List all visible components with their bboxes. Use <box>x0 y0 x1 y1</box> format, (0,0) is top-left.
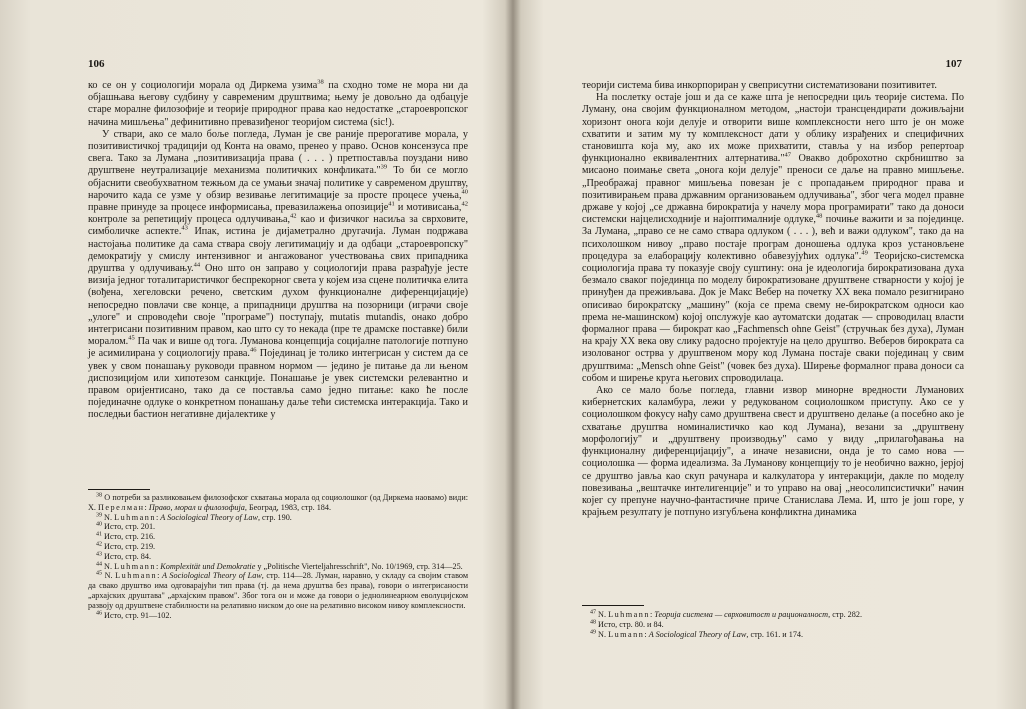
body-text <box>88 80 468 422</box>
footnote-ref: 44 <box>193 261 201 269</box>
footnote <box>88 513 468 523</box>
text-run: као и физичког насиља за сврховите, симболичке аспекте. <box>88 214 468 238</box>
footnote-number: 43 <box>96 551 102 558</box>
left-page <box>0 0 512 709</box>
paragraph <box>582 92 964 385</box>
text-run: : <box>649 610 655 619</box>
text-run: , стр. 190. <box>257 512 292 522</box>
footnote-ref: 43 <box>181 225 188 233</box>
text-run: Исто, стр. 84. <box>104 551 151 561</box>
text-run: Теоријско-системска социологија права ту показује своју суштину: она је идеологија бирократизована духа безмало сваког појединца по моделу бирократизоване друштвене стварности у којој је принуђен да преживљава. Док је Макс Вебер на почетку XX века помало резигнирано описивао бирократску „машину" (која се према свему не-бирократском односи као према не-машинском) којој опслужује као аутоматски додатак — спроводилац власти формалног права — бирократ као „Fachmensch ohne Geist" (стручњак без духа), Луман на крају XX века ову слику радосно пројектује на цело друштво. Веберов бирократа са изолованог острва у друштвеном мору код Лумана постаје сваки појединац у свим друштвима: „Mensch ohne Geist" (човек без духа). Ширење формалног права доноси са собом и ширење круга његових спроводилаца. <box>582 250 964 384</box>
text-run: Исто, стр. 219. <box>104 541 156 551</box>
footnote-ref: 49 <box>861 249 868 257</box>
footnote <box>582 630 964 640</box>
footnote-ref: 42 <box>461 200 468 208</box>
text-run: Исто, стр. 80. и 84. <box>598 619 664 629</box>
footnotes <box>582 610 964 639</box>
text-run: и мотивисања, <box>394 202 462 214</box>
page-number: 106 <box>88 58 105 70</box>
text-run: па сходно томе не мора ни да објашњава његову судбину у савременим друштвима; њему је довољно да одбацује старе моралне филозофије и теорије природног права као недостатке „староевропског начина мишљења" дефинитивно превазиђеног теоријом система (sic!). <box>88 80 468 128</box>
paragraph <box>88 129 468 422</box>
author-name: Luhmann <box>114 561 156 571</box>
footnote-number: 45 <box>96 570 102 577</box>
text-run: , стр. 282. <box>828 610 863 619</box>
text-run: Исто, стр. 216. <box>104 532 156 542</box>
text-run: На послетку остаје још и да се каже шта је непосредни циљ теорије система. По Луману, она својим функционалном методом, „настоји трансцендирати доживљајни хоризонт онога који делује и отворити више комплексности него што је он може схватити и затим му ту комплексност дати у облику израђених и специфичних становишта која му, ако их може прихватити, ставља у на избор репертоар функционално еквивалентних алтернатива." <box>582 92 964 165</box>
text-run: О потреби за разликовањем филозофског схватања морала од социолошког (од Диркема наовамо) види: Х. <box>88 493 469 512</box>
footnote-ref: 42 <box>290 212 297 220</box>
text-run: : <box>155 561 161 571</box>
text-run: То би се могло објаснити свеобухватном тежњом да се умањи значај политике у савременом друштву, нарочито када се узме у обзир везивање легитимације за просте процесе учења, <box>88 165 468 201</box>
footnote <box>88 562 468 572</box>
footnote-ref: 45 <box>128 334 135 342</box>
paragraph <box>582 80 964 92</box>
footnote-number: 44 <box>96 560 102 567</box>
author-name: Luhmann <box>115 571 158 581</box>
footnote-number: 49 <box>590 628 596 635</box>
italic-title: Право, морал и филозофија <box>148 502 245 512</box>
footnote-rule <box>582 605 644 606</box>
text-run: Исто, стр. 201. <box>104 522 156 532</box>
text-run: контроле за репетицију процеса одлучивања, <box>88 214 291 226</box>
footnote <box>582 610 964 620</box>
text-run: Ипак, истина је дијаметрално другачија. Луман подржава настојања политике да сама ствара своју легитимацију и да одбаци „староевропску" демократију у смислу интензивног и ангажованог учествовања свих припадника друштва у одлучивању. <box>88 226 469 275</box>
text-run: Оно што он заправо у социологији права разрађује јесте визија једног тоталитаристичког беспрекорног света у којем иза сцене политичка елита (вођена, хегеловски речено, светским духом функционалне диференцијације) непосредно повлачи све конце, а припадници друштва на позорници (играчи своје „улоге" и спроводећи своје "програме") поступају, mutatis mutandis, онако добро интегрисани позитивним правом, као што су то некада (пре те драмске поставке) били моралом. <box>88 263 468 348</box>
footnote-number: 46 <box>96 609 102 616</box>
author-name: Luhmann <box>608 610 650 619</box>
italic-title: A Sociological Theory of Law <box>161 571 262 581</box>
text-run: N. <box>104 571 116 581</box>
paragraph <box>582 385 964 519</box>
text-run: N. <box>104 561 115 571</box>
text-run: N. <box>598 610 609 619</box>
italic-title: Komplexität und Demokratie <box>160 561 256 571</box>
footnote-ref: 39 <box>380 164 388 172</box>
text-run: N. <box>598 629 609 639</box>
footnote-number: 48 <box>590 619 596 626</box>
footnote <box>88 552 468 562</box>
footnote-ref: 46 <box>249 347 257 355</box>
footnote-ref: 41 <box>388 200 395 208</box>
text-run: : <box>644 629 649 639</box>
body-text <box>582 80 964 519</box>
footnote-ref: 47 <box>784 151 791 159</box>
text-run: Исто, стр. 91—102. <box>104 610 172 620</box>
author-name: Перелман <box>98 502 145 512</box>
footnote-rule <box>88 489 150 490</box>
text-run: , стр. 114—28. Луман, наравно, у складу са својим ставом да свако друштво има одговарајући тип права (тј. да нема друштва без права), говори о интегрисаности „архајских друштава" „архајским правом". Због тога он и може да говори о једнолинеарном еволуцијском развоју од друштвене стабилности на релативно ниском до оне на релативно високом нивоу комплексности. <box>88 571 468 610</box>
text-run: : <box>155 512 161 522</box>
footnote <box>88 611 468 621</box>
footnote-ref: 40 <box>461 188 468 196</box>
text-run: теорији система бива инкорпориран у свеприсутни систематизовани позитивитет. <box>582 80 937 91</box>
text-run: : <box>144 502 149 512</box>
text-run: N. <box>104 512 115 522</box>
footnote-ref: 48 <box>815 212 823 220</box>
text-run: , стр. 161. и 174. <box>746 629 804 639</box>
italic-title: A Sociological Theory of Law <box>160 512 258 522</box>
footnote <box>88 522 468 532</box>
text-run: Па чак и више од тога. Лумановa концепција социјалне патологије потпуно је асимилирана у социологију права. <box>88 336 468 360</box>
text-run: Овакво доброхотно скрбништво за мисаоно поимање света „онога који делује" преноси се даље на правно мишљење. „Преображај правног мишљења повезан је с пропадањем природног права и позитивирањем права државним организовањем одлучивања", због чега модел правне државе у којој „се државна бирократија у начелу мора програмирати" тако да доноси системски најцелисходније и најоптималније одлуке, <box>582 153 964 226</box>
author-name: Lumann <box>608 629 645 639</box>
italic-title: A Sociological Theory of Law <box>648 629 747 639</box>
text-run: , Београд, 1983, стр. 184. <box>244 502 332 512</box>
footnote <box>88 493 468 513</box>
footnote <box>582 620 964 630</box>
text-run: ко се он у социологији морала од Диркема узима <box>88 80 318 91</box>
footnote-number: 41 <box>96 531 102 538</box>
footnote-ref: 38 <box>317 78 324 86</box>
italic-title: Теорија система — сврховитост и рационалност <box>654 610 829 619</box>
footnote <box>88 542 468 552</box>
footnote <box>88 571 468 610</box>
text-run: Ако се мало боље погледа, главни извор минорне вредности Лумановиx кибернетских каламбура, лежи у редукованом социолошком приступу. Ако се у социолошком фокусу нађу само друштвена свест и друштвено делање (а посебно ако је схватање друштва номиналистичко као код Лумана), везани за „друштвену морфологију" и „друштвену производњу" само у виду „прилагођавања на функционалну диференцијацију", а иначе независни, онда је то само нова — социолошка — форма идеализма. За Луманову концепцију то је необично важно, јерјој се друштво јавља као скуп рачунара и калкулатора у интеракцији, дакле по моделу повезивања „вештачке интелигенције" и то управо на овај „неосолипсистички" начин којег су препуне научно-фантастичне приче Станислава Лема. И, што је још горе, у крајњем резултату је потпуно изгубљена конфликтна динамика <box>582 385 964 519</box>
text-run: у „Politische Vierteljahresschrift", No. 10/1969, стр. 314—25. <box>255 561 463 571</box>
text-run: У ствари, ако се мало боље погледа, Луман је све раније прерогативе морала, у позитивистичкој традицији од Конта на овамо, пренео у право. Основ консензуса пре свега. Тако за Лумана „позитивизација права ( . . . ) претпоставља поуздани ниво друштвене неутрализације механизма политичких конфликата." <box>88 128 468 177</box>
text-run: : <box>157 571 162 581</box>
footnote-number: 42 <box>96 541 102 548</box>
footnote <box>88 532 468 542</box>
text-run: почиње важити и за појединце. За Лумана, „право се не само ствара одлуком ( . . . ), већ и важи одлуком", тако да на психолошком нивоу „право постаје програм доношења одлука кроз установљене процедура за елаборацију колективно обавезујућих одлука". <box>582 214 964 262</box>
footnotes <box>88 493 468 620</box>
footnote-number: 47 <box>590 609 596 616</box>
footnote-number: 40 <box>96 521 102 528</box>
text-run: правне принуде за процесе информисања, превазилажења опозиције <box>88 202 389 214</box>
footnote-number: 39 <box>96 511 102 518</box>
footnote-number: 38 <box>96 492 102 499</box>
page-number: 107 <box>945 58 962 70</box>
author-name: Luhmann <box>114 512 156 522</box>
paragraph <box>88 80 468 129</box>
text-run: Појединац је толико интегрисан у систем да се увек у свом понашању руководи правном нормом — једино је питање да ли њеном диспозицијом или хипотезом санкције. Понашање је увек системски релевантно и правом оријентисано, тако да се поставља само једно питање: како ће после појединачне одлуке о конкретном понашању даље тећи системска интеракција. Тако и последњи бастион негативне дијалектике у <box>88 348 468 421</box>
right-page <box>514 0 1026 709</box>
